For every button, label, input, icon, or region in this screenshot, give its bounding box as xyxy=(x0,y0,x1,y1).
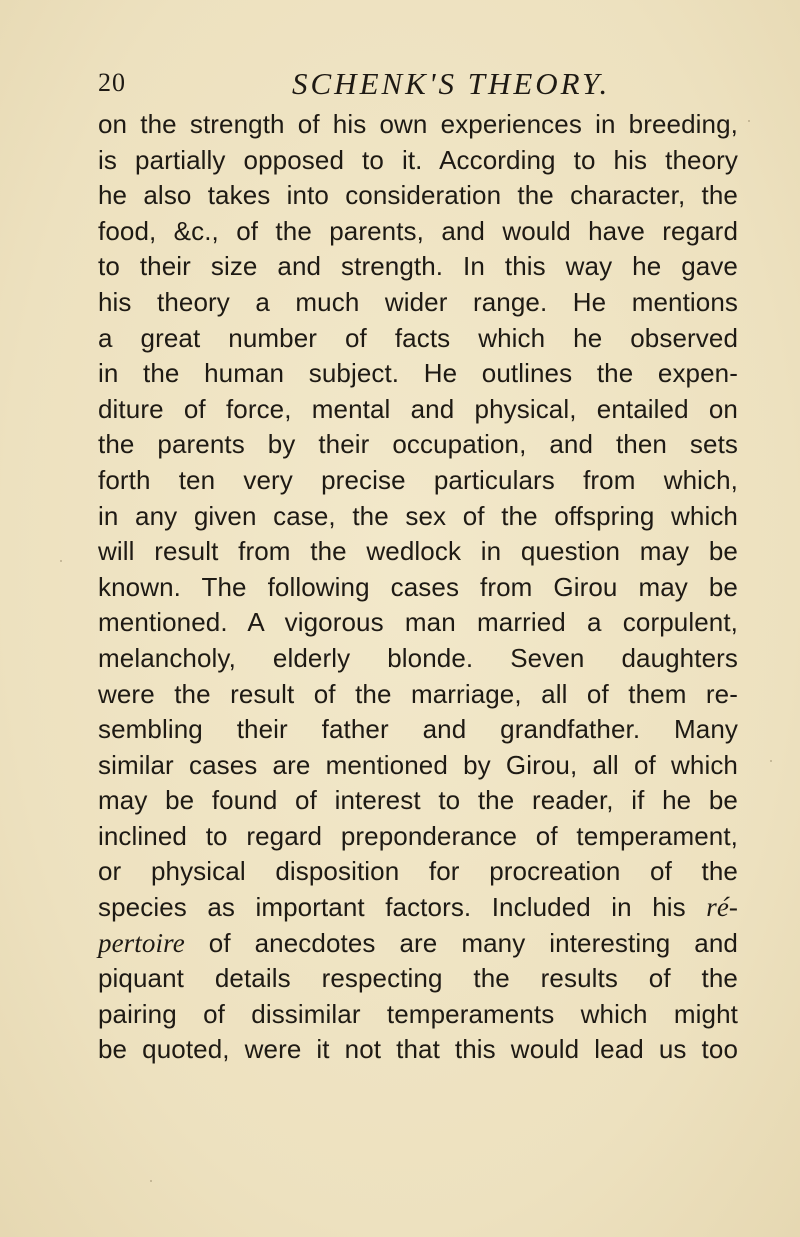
italic-word-fragment: pertoire xyxy=(98,927,185,958)
text-line-with-italic xyxy=(98,890,738,926)
text-line: known. The following cases from Girou may be xyxy=(98,571,738,602)
text-line: inclined to regard preponderance of temperament, xyxy=(98,820,738,851)
text-line: pairing of dissimilar temperaments which might xyxy=(98,998,738,1029)
text-line: piquant details respecting the results of the xyxy=(98,963,738,994)
text-line: his theory a much wider range. He mentions xyxy=(98,286,738,317)
text-line: he also takes into consideration the character, the xyxy=(98,180,738,211)
paper-speck xyxy=(770,760,772,762)
text-line: the parents by their occupation, and then sets xyxy=(98,429,738,460)
italic-word-fragment: ré- xyxy=(706,892,739,923)
text-line: on the strength of his own experiences in breeding, xyxy=(98,109,738,139)
text-line-with-italic xyxy=(98,926,738,962)
text-segment: species as important factors. Included in his xyxy=(98,892,686,923)
text-line: diture of force, mental and physical, entailed on xyxy=(98,393,738,424)
paper-speck xyxy=(748,120,750,122)
page-number: 20 xyxy=(98,68,126,97)
paper-speck xyxy=(60,560,62,562)
text-line: similar cases are mentioned by Girou, all of which xyxy=(98,749,738,780)
text-segment: of anecdotes are many interesting and xyxy=(184,927,738,958)
running-head xyxy=(98,66,718,106)
text-line: may be found of interest to the reader, if he be xyxy=(98,785,738,816)
body-text xyxy=(98,107,738,1068)
running-title: SCHENK'S THEORY. xyxy=(292,66,611,101)
text-line: in the human subject. He outlines the expen- xyxy=(98,358,738,389)
text-line: a great number of facts which he observed xyxy=(98,322,738,353)
paper-speck xyxy=(150,1180,152,1182)
text-line: food, &c., of the parents, and would have regard xyxy=(98,215,738,246)
text-line: will result from the wedlock in question may be xyxy=(98,536,738,567)
text-line: be quoted, were it not that this would lead us too xyxy=(98,1034,738,1065)
text-line: forth ten very precise particulars from which, xyxy=(98,464,738,495)
text-line: mentioned. A vigorous man married a corpulent, xyxy=(98,607,738,638)
text-line: is partially opposed to it. According to his theory xyxy=(98,144,738,175)
text-line: or physical disposition for procreation of the xyxy=(98,856,738,887)
text-line: melancholy, elderly blonde. Seven daughters xyxy=(98,642,738,673)
text-line: to their size and strength. In this way he gave xyxy=(98,251,738,282)
text-line: sembling their father and grandfather. Many xyxy=(98,714,738,745)
text-line: in any given case, the sex of the offspring which xyxy=(98,500,738,531)
text-line: were the result of the marriage, all of them re- xyxy=(98,678,738,709)
